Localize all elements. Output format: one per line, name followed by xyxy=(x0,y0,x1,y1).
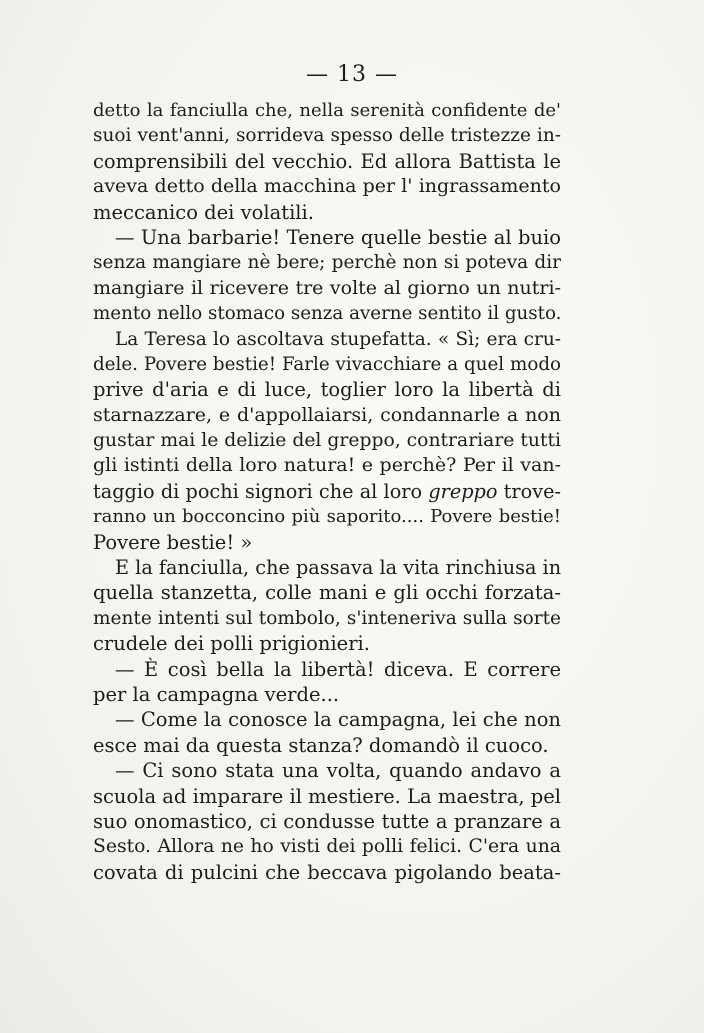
text-line: esce mai da questa stanza? domandò il cuoco. xyxy=(93,733,549,757)
text-line: mente intenti sul tombolo, s'inteneriva sulla sorte xyxy=(93,607,561,629)
text-line: starnazzare, e d'appollaiarsi, condannarle a non xyxy=(93,403,561,426)
text-line: meccanico dei volatili. xyxy=(93,200,314,224)
text-line: La Teresa lo ascoltava stupefatta. « Sì; era cru- xyxy=(115,328,561,350)
italic-word: greppo xyxy=(428,479,498,503)
text-line: quella stanzetta, colle mani e gli occhi forzata- xyxy=(93,581,561,605)
text-line: mento nello stomaco senza averne sentito il gusto. xyxy=(93,303,562,325)
text-line: Povere bestie! » xyxy=(93,530,253,554)
text-line: scuola ad imparare il mestiere. La maestra, pel xyxy=(93,784,561,808)
text-line: — Come la conosce la campagna, lei che non xyxy=(115,708,561,732)
page-number: — 13 — xyxy=(306,62,398,87)
text-line: — È così bella la libertà! diceva. E correre xyxy=(115,657,561,681)
text-line: detto la fanciulla che, nella serenità confidente de' xyxy=(93,100,561,121)
text-line: covata di pulcini che beccava pigolando beata- xyxy=(93,860,561,884)
text-line: — Una barbarie! Tenere quelle bestie al buio xyxy=(115,225,561,249)
text-line: dele. Povere bestie! Farle vivacchiare a quel modo xyxy=(93,353,561,375)
text-line: E la fanciulla, che passava la vita rinchiusa in xyxy=(115,556,562,580)
text-line: gustar mai le delizie del greppo, contrariare tutti xyxy=(93,430,562,452)
text-line: suoi vent'anni, sorrideva spesso delle tristezze in- xyxy=(93,125,561,147)
text-line: per la campagna verde... xyxy=(93,682,340,706)
text-segment: taggio di pochi signori che al loro xyxy=(93,479,429,503)
text-line: crudele dei polli prigionieri. xyxy=(93,632,370,656)
text-line: mangiare il ricevere tre volte al giorno un nutri- xyxy=(93,276,561,299)
text-line: prive d'aria e di luce, toglier loro la libertà di xyxy=(93,378,561,402)
text-line: suo onomastico, ci condusse tutte a pranzare a xyxy=(93,809,561,833)
text-line: gli istinti della loro natura! e perchè? Per il van- xyxy=(93,454,561,477)
text-line: senza mangiare nè bere; perchè non si poteva dir xyxy=(93,252,561,274)
text-line: comprensibili del vecchio. Ed allora Battista le xyxy=(93,149,561,173)
text-segment: trove- xyxy=(497,479,561,503)
text-line xyxy=(93,479,561,504)
text-line: aveva detto della macchina per l' ingrassamento xyxy=(93,175,561,198)
text-line: Sesto. Allora ne ho visti dei polli felici. C'era una xyxy=(93,836,561,858)
text-line: ranno un bocconcino più saporito.... Povere bestie! xyxy=(93,506,561,528)
body-text xyxy=(93,98,561,885)
text-line: — Ci sono stata una volta, quando andavo a xyxy=(115,759,561,783)
